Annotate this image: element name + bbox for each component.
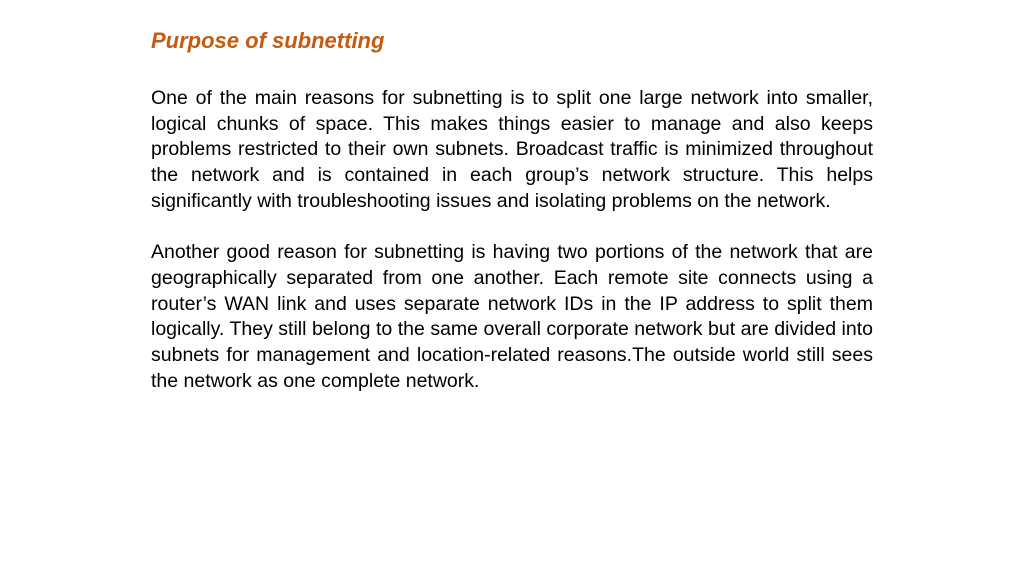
slide-title: Purpose of subnetting (151, 28, 385, 53)
paragraph-geographic-separation: Another good reason for subnetting is having two portions of the network that are geographically separated from one another. Each remote site connects using a router’s WAN link and uses separate network IDs in the IP address to split them logically. They still belong to the same overall corporate network but are divided into subnets for management and location-related reasons.The outside world still sees the network as one complete network. (151, 241, 873, 392)
slide-body (151, 86, 873, 394)
paragraph-subnetting-reasons: One of the main reasons for subnetting is to split one large network into smaller, logical chunks of space. This makes things easier to manage and also keeps problems restricted to their own subnets. Broadcast traffic is minimized throughout the network and is contained in each group’s network structure. This helps significantly with troubleshooting issues and isolating problems on the network. (151, 87, 873, 212)
